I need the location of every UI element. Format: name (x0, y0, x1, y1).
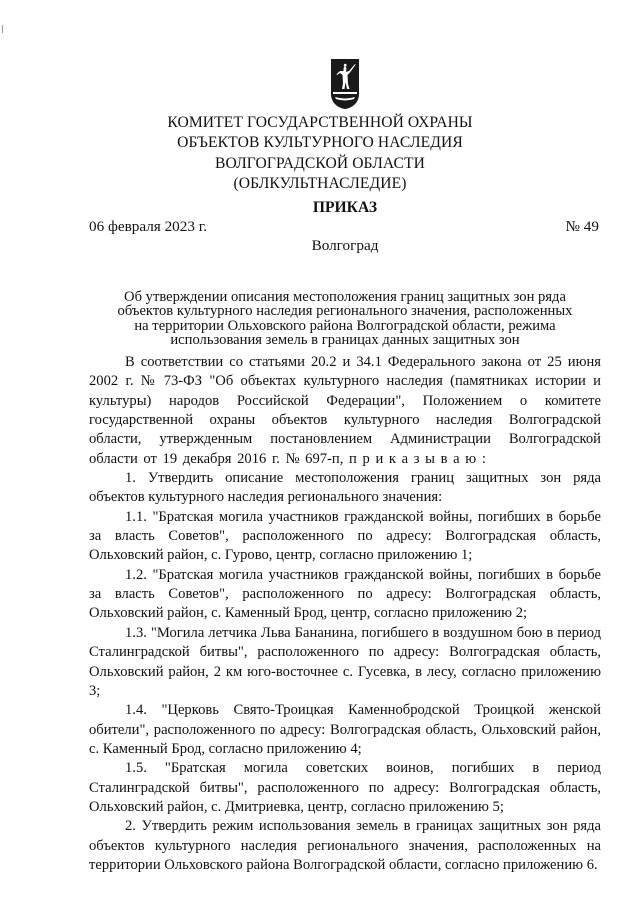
subject-line: Об утверждении описания местоположения границ защитных зон ряда (124, 289, 566, 305)
header-line: ВОЛГОГРАДСКОЙ ОБЛАСТИ (215, 154, 425, 172)
subject-line: использования земель в границах данных защитных зон (170, 331, 520, 348)
order-subject (90, 290, 600, 347)
order-date: 06 февраля 2023 г. (89, 218, 208, 235)
margin-mark (2, 25, 6, 33)
volgograd-emblem-icon (330, 58, 360, 110)
item-1-5-paragraph: 1.5. "Братская могила советских воинов, погибших в период Сталинградской битвы", расположенного по адресу: Волгоградская область, Ольховский район, с. Дмитриевка, центр, согласно приложению 5; (89, 760, 601, 815)
item-1-1-paragraph: 1.1. "Братская могила участников гражданской войны, погибших в борьбе за власть Советов", расположенного по адресу: Волгоградская область, Ольховский район, с. Гурово, центр, согласно приложению 1; (89, 508, 601, 564)
item-1-2-paragraph: 1.2. "Братская могила участников гражданской войны, погибших в борьбе за власть Советов", расположенного по адресу: Волгоградская область, Ольховский район, с. Каменный Брод, центр, согласно приложению 2; (89, 566, 601, 622)
header-line: (ОБЛКУЛЬТНАСЛЕДИЕ) (233, 174, 407, 192)
order-title: ПРИКАЗ (312, 199, 378, 216)
order-city: Волгоград (311, 237, 379, 254)
header-line: КОМИТЕТ ГОСУДАРСТВЕННОЙ ОХРАНЫ (167, 114, 473, 131)
item-2-paragraph: 2. Утвердить режим использования земель в границах защитных зон ряда объектов культурного наследия регионального значения, расположенных на территории Ольховского района Волгоградской области, согласно приложению 6. (89, 818, 601, 873)
order-number: № 49 (565, 218, 599, 235)
organization-header (0, 113, 640, 194)
item-1-4-paragraph: 1.4. "Церковь Свято-Троицкая Каменнобродской Троицкой женской обители", расположенного по адресу: Волгоградская область, Ольховский район, с. Каменный Брод, согласно приложению 4; (89, 702, 601, 757)
subject-line: объектов культурного наследия регионального значения, расположенных (117, 303, 573, 320)
header-line: ОБЪЕКТОВ КУЛЬТУРНОГО НАСЛЕДИЯ (177, 134, 463, 152)
subject-line: на территории Ольховского района Волгоградской области, режима (134, 317, 556, 334)
item-1-3-paragraph: 1.3. "Могила летчика Льва Бананина, погибшего в воздушном бою в период Сталинградской битвы", расположенного по адресу: Волгоградская область, Ольховский район, 2 км юго-восточнее с. Гусевка, в лесу, согласно приложению 3; (89, 624, 601, 699)
preamble-paragraph: В соответствии со статьями 20.2 и 34.1 Федерального закона от 25 июня 2002 г. № 73-ФЗ "Об объектах культурного наследия (памятниках истории и культуры) народов Российской Федерации", Положением о комитете государственной охраны объектов культурного наследия Волгоградской области, утвержденным постановлением Администрации Волгоградской области от 19 декабря 2016 г. № 697-п, п р и к а з ы в а ю : (89, 354, 601, 467)
order-body (89, 353, 601, 875)
item-1-paragraph: 1. Утвердить описание местоположения границ защитных зон ряда объектов культурного наследия регионального значения: (89, 470, 601, 506)
